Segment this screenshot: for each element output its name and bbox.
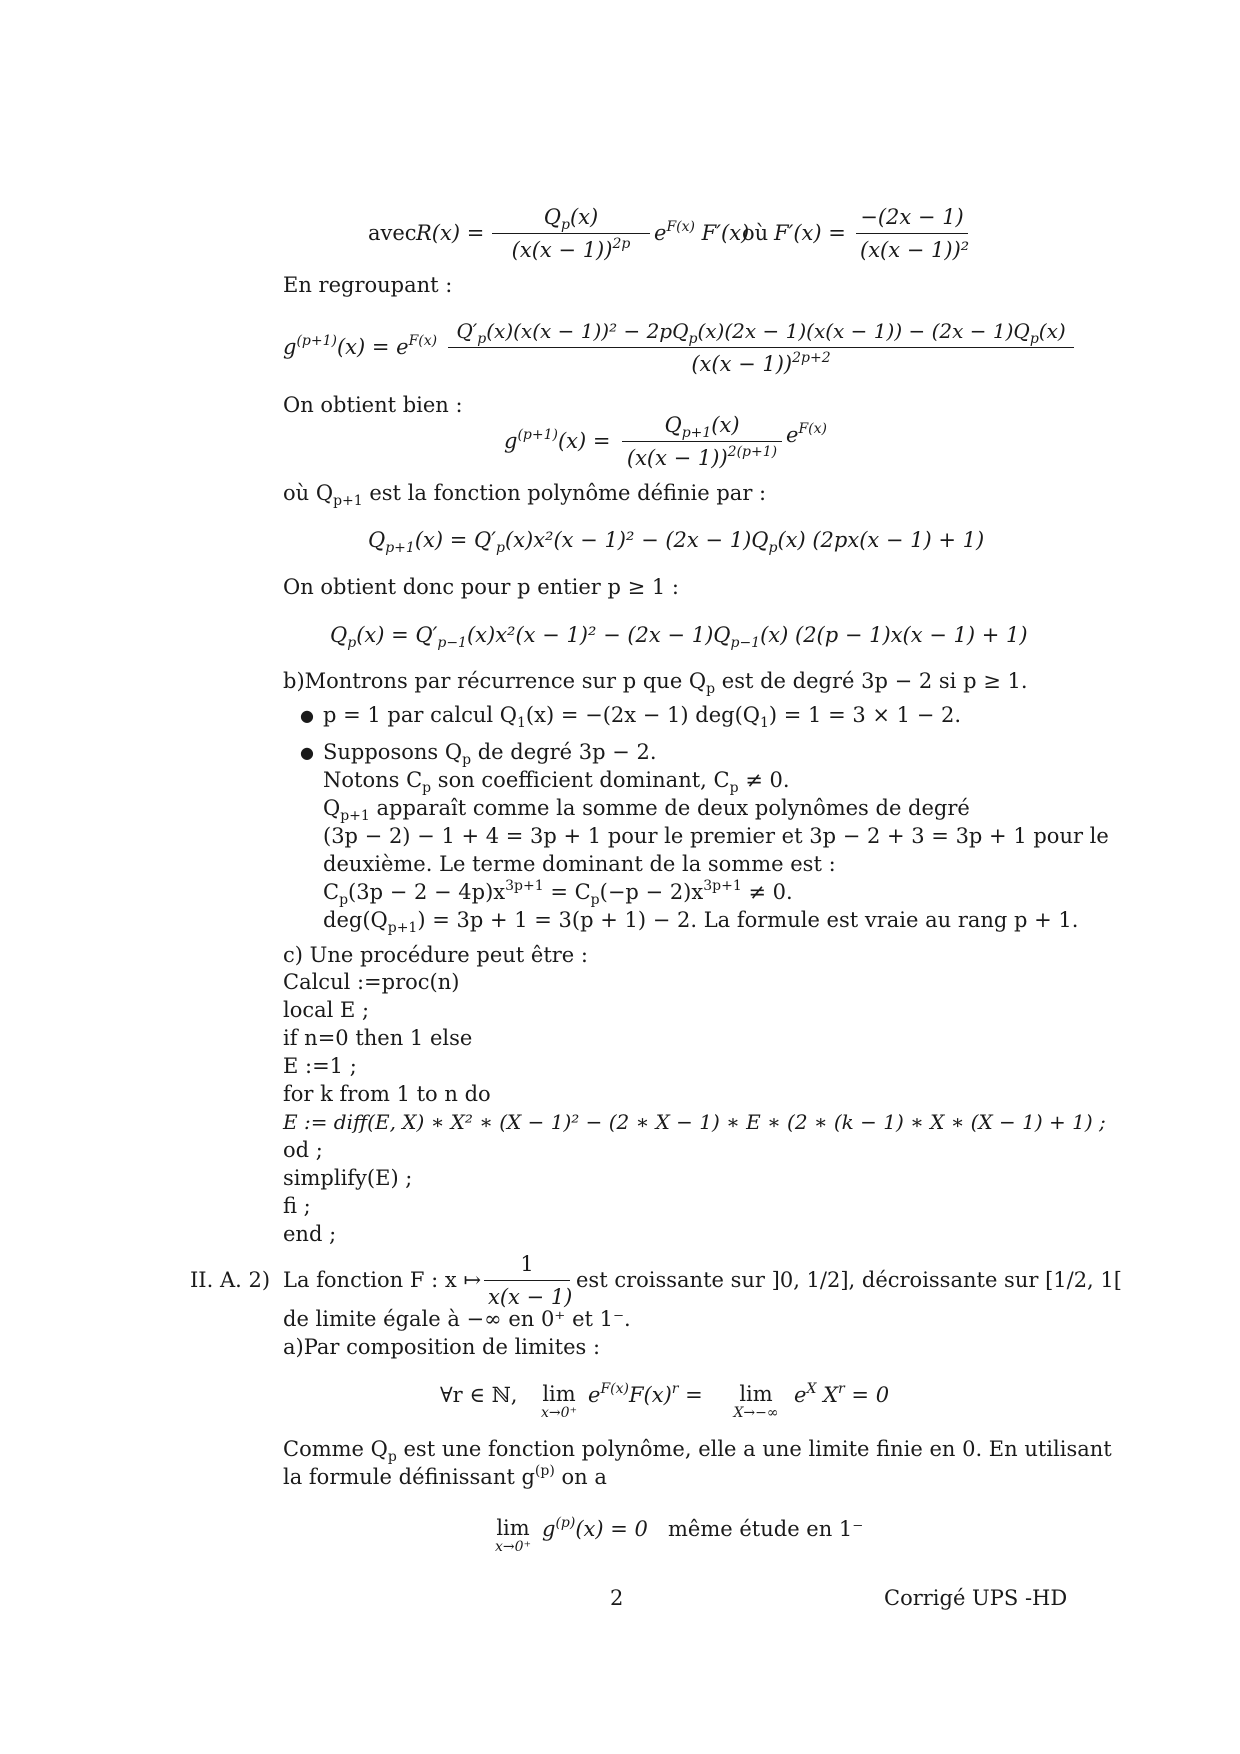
- obtient-bien-text: On obtient bien :: [283, 393, 463, 417]
- II-fraction: [484, 1251, 573, 1310]
- II-line1-pre: La fonction F : x ↦: [283, 1268, 481, 1292]
- lim-1-word: lim: [542, 1382, 576, 1406]
- code-line: Calcul :=proc(n): [283, 970, 460, 994]
- code-line: local E ;: [283, 998, 370, 1022]
- bullet-2-line-7: $deg(Q_{p+1}) = 3p + 1 = 3(p + 1) - 2$. La formule est vraie au rang p + 1.: [323, 908, 1079, 936]
- code-line: for k from 1 to n do: [283, 1082, 491, 1106]
- bullet-2-line-2: Notons $C_p$ son coefficient dominant, $C_p \ne 0$.: [323, 768, 790, 796]
- g-eq2-denominator: $(x(x - 1))^{2(p+1)}$: [626, 444, 778, 470]
- code-line: fi ;: [283, 1194, 311, 1218]
- R-lhs: R(x) =: [416, 221, 485, 245]
- g-eq-numerator: $Q'_p(x)(x(x - 1))^2 - 2pQ_p(x)(2x - 1)(x(x - 1)) - (2x - 1)Q_p(x)$: [456, 319, 1066, 347]
- bullet-2-line-5: deuxième. Le terme dominant de la somme est :: [323, 852, 836, 876]
- lim-1-sub: x→0⁺: [541, 1405, 577, 1421]
- g-eq-denominator: $(x(x - 1))^{2p+2}$: [691, 350, 831, 376]
- g-eq-lhs: $g^{(p+1)}(x) = e^{F(x)}$: [283, 333, 438, 359]
- final-eq-expr: $g^{(p)}(x) = 0$: [542, 1515, 648, 1541]
- bullet-2-line-6: $C_p(3p - 2 - 4p)x^{3p+1} = C_p(-p - 2)x^{3p+1} \ne 0$.: [323, 878, 793, 908]
- lim-eq-post: $e^X$ $X^r = 0$: [794, 1381, 890, 1407]
- g-eq-fraction: [448, 318, 1074, 377]
- F-lhs: F′(x) =: [774, 221, 846, 245]
- ou-Q-text: où $Q_{p+1}$ est la fonction polynôme définie par :: [283, 481, 767, 509]
- lim-final-sub: x→0⁺: [495, 1539, 531, 1555]
- lim-2: [722, 1382, 790, 1420]
- page-number: 2: [610, 1586, 624, 1610]
- code-line: if n=0 then 1 else: [283, 1026, 473, 1050]
- lim-1: [532, 1382, 586, 1420]
- F-fraction: [856, 204, 968, 263]
- comme-line-1: Comme $Q_p$ est une fonction polynôme, elle a une limite finie en 0. En utilisant: [283, 1437, 1112, 1465]
- final-eq-note: même étude en 1⁻: [668, 1517, 864, 1541]
- lim-2-sub: X→−∞: [733, 1405, 779, 1421]
- II-fraction-num: 1: [520, 1252, 534, 1276]
- g-eq2-tail: $e^{F(x)}$: [786, 421, 827, 447]
- g-eq2-fraction: [622, 412, 782, 471]
- maple-procedure: [283, 968, 1106, 1248]
- F-denominator: (x(x − 1))²: [860, 238, 970, 262]
- code-line: E :=1 ;: [283, 1054, 357, 1078]
- obtient-donc-text: On obtient donc pour p entier p ≥ 1 :: [283, 575, 679, 599]
- code-line: simplify(E) ;: [283, 1166, 413, 1190]
- F-numerator: −(2x − 1): [860, 205, 964, 229]
- ou-label: où: [742, 221, 769, 245]
- R-denominator: $(x(x - 1))^{2p}$: [511, 236, 631, 262]
- code-line: E := diff(E, X) ∗ X² ∗ (X − 1)² − (2 ∗ X − 1) ∗ E ∗ (2 ∗ (k − 1) ∗ X ∗ (X − 1) + 1) ;: [283, 1110, 1106, 1134]
- lim-eq-mid: $e^{F(x)}F(x)^r$ =: [588, 1381, 703, 1407]
- bullet-2-line-1: Supposons $Q_p$ de degré 3p − 2.: [323, 740, 657, 768]
- code-line: od ;: [283, 1138, 323, 1162]
- R-fraction: [492, 204, 650, 263]
- lim-eq-pre: ∀r ∈ ℕ,: [440, 1383, 518, 1407]
- comme-line-2: la formule définissant $g^{(p)}$ on a: [283, 1463, 607, 1489]
- lim-final-word: lim: [496, 1516, 530, 1540]
- bullet-dot: ●: [300, 743, 314, 762]
- lim-final: [486, 1516, 540, 1554]
- bullet-2-line-4: (3p − 2) − 1 + 4 = 3p + 1 pour le premier et 3p − 2 + 3 = 3p + 1 pour le: [323, 824, 1109, 848]
- II-fraction-den: x(x − 1): [488, 1285, 573, 1309]
- Q-recurrence-2: $Q_p(x) = Q'_{p-1}(x)x^2(x - 1)^2 - (2x - 1)Q_{p-1}(x) (2(p - 1)x(x - 1) + 1)$: [330, 623, 1028, 651]
- footer-credit: Corrigé UPS -HD: [884, 1586, 1068, 1610]
- a-intro: a)Par composition de limites :: [283, 1335, 601, 1359]
- R-tail: $e^{F(x)}$ F′(x): [654, 219, 750, 245]
- bullet-dot: ●: [300, 706, 314, 725]
- b-intro: b)Montrons par récurrence sur p que $Q_p$ est de degré 3p − 2 si p ≥ 1.: [283, 669, 1028, 697]
- regroupant-text: En regroupant :: [283, 273, 453, 297]
- II-line2: de limite égale à −∞ en 0⁺ et 1⁻.: [283, 1307, 631, 1331]
- bullet-2-line-3: $Q_{p+1}$ apparaît comme la somme de deux polynômes de degré: [323, 796, 970, 824]
- R-numerator: $Q_p(x)$: [543, 205, 599, 233]
- avec-label: avec: [368, 221, 417, 245]
- code-line: end ;: [283, 1222, 337, 1246]
- g-eq2-numerator: $Q_{p+1}(x)$: [664, 413, 740, 441]
- bullet-1: p = 1 par calcul $Q_1(x) = -(2x - 1) deg(Q_1) = 1 = 3 \times 1 - 2$.: [323, 703, 962, 731]
- section-label: II. A. 2): [190, 1268, 271, 1292]
- c-intro: c) Une procédure peut être :: [283, 943, 588, 967]
- g-eq2-lhs: $g^{(p+1)}(x)$ =: [504, 427, 611, 453]
- II-line1-post: est croissante sur ]0, 1/2], décroissante sur [1/2, 1[: [576, 1268, 1122, 1292]
- lim-2-word: lim: [739, 1382, 773, 1406]
- Q-recurrence: $Q_{p+1}(x) = Q'_p(x)x^2(x - 1)^2 - (2x - 1)Q_p(x) (2px(x - 1) + 1)$: [368, 528, 985, 556]
